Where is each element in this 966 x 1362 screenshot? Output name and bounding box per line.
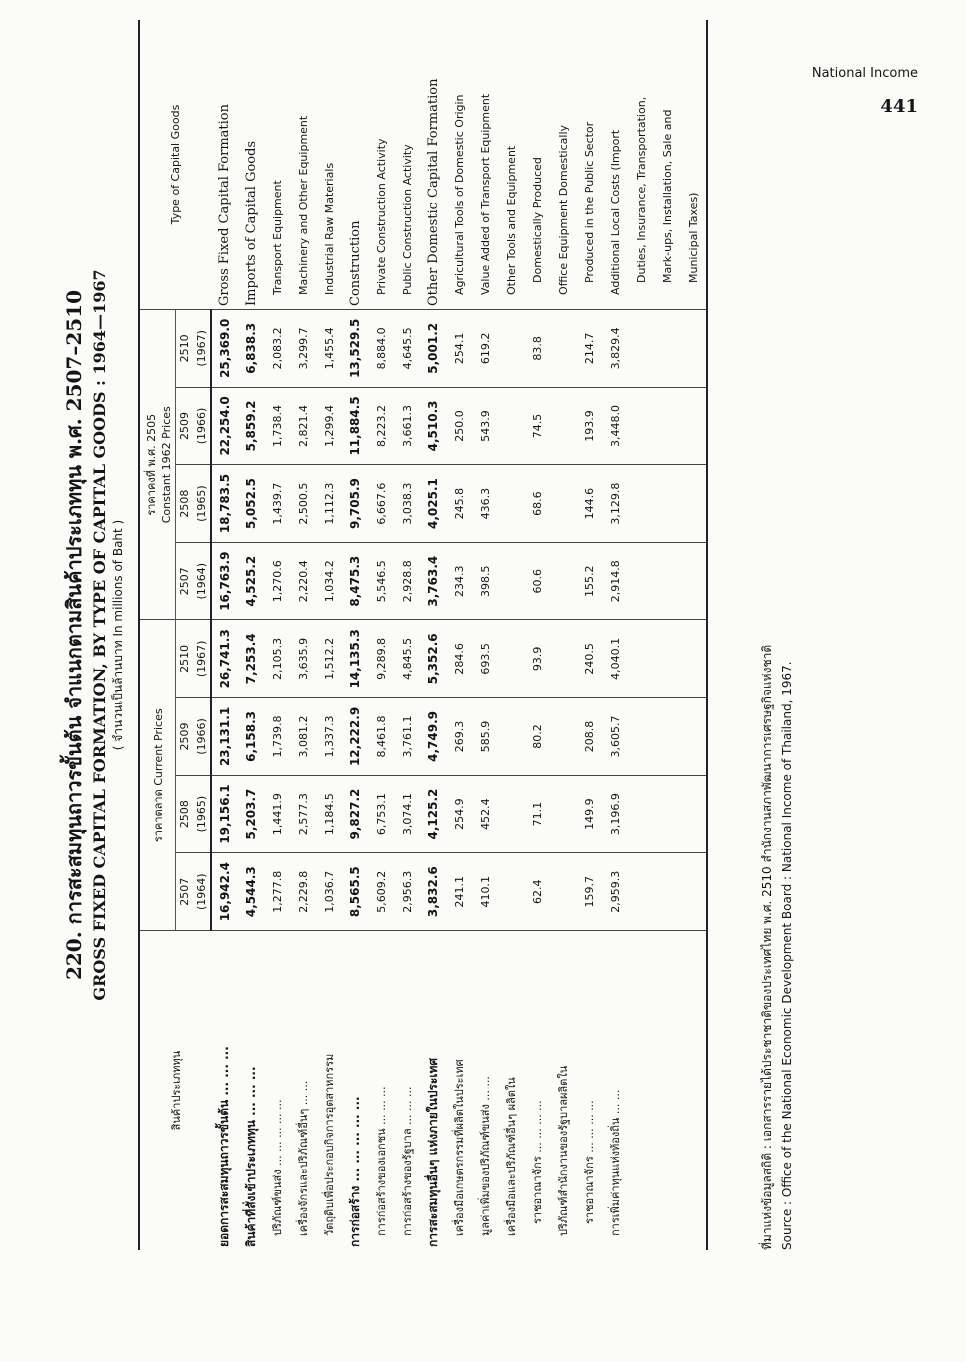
year-ce: (1967) xyxy=(193,620,211,698)
constant-price-cell: 398.5 xyxy=(472,542,498,620)
row-label-english: Industrial Raw Materials xyxy=(316,20,342,310)
current-price-cell: 2,959.3 xyxy=(602,853,628,931)
constant-price-cell: 60.6 xyxy=(524,542,550,620)
year-ce: (1964) xyxy=(193,853,211,931)
constant-price-cell: 3,129.8 xyxy=(602,465,628,543)
current-price-cell: 6,158.3 xyxy=(238,698,264,776)
row-label-thai: การเพิ่มค่าทุนแห่งท้องถิ่น ... ... xyxy=(609,1089,622,1236)
table-row xyxy=(524,20,550,1250)
year-be: 2510 xyxy=(176,310,194,388)
current-price-cell: 93.9 xyxy=(524,620,550,698)
col-header-english: Type of Capital Goods xyxy=(139,20,211,310)
current-price-cell: 5,352.6 xyxy=(420,620,446,698)
constant-price-cell: 4,510.3 xyxy=(420,387,446,465)
constant-price-cell xyxy=(628,542,654,620)
constant-price-cell xyxy=(498,542,524,620)
year-ce: (1966) xyxy=(193,387,211,465)
current-price-cell xyxy=(498,698,524,776)
year-ce: (1964) xyxy=(193,542,211,620)
row-label-english: Private Construction Activity xyxy=(368,20,394,310)
current-prices-header: ราคาตลาด Current Prices xyxy=(139,620,176,931)
constant-price-cell: 254.1 xyxy=(446,310,472,388)
title-thai: 220. การสะสมทุนถาวรขั้นต้น จำแนกตามสินค้าประเภททุน พ.ศ. 2507–2510 xyxy=(62,289,86,981)
current-price-cell: 5,203.7 xyxy=(238,775,264,853)
current-price-cell: 254.9 xyxy=(446,775,472,853)
current-price-cell: 26,741.3 xyxy=(211,620,238,698)
current-price-cell xyxy=(550,775,576,853)
year-ce: (1967) xyxy=(193,310,211,388)
constant-price-cell xyxy=(628,387,654,465)
current-price-cell: 269.3 xyxy=(446,698,472,776)
constant-price-cell xyxy=(550,387,576,465)
table-row xyxy=(211,20,238,1250)
constant-price-cell: 4,525.2 xyxy=(238,542,264,620)
current-price-cell: 284.6 xyxy=(446,620,472,698)
table-row xyxy=(394,20,420,1250)
constant-price-cell: 245.8 xyxy=(446,465,472,543)
current-price-cell: 3,761.1 xyxy=(394,698,420,776)
current-price-cell: 7,253.4 xyxy=(238,620,264,698)
current-price-cell: 62.4 xyxy=(524,853,550,931)
current-price-cell: 2,956.3 xyxy=(394,853,420,931)
constant-price-cell: 1,738.4 xyxy=(264,387,290,465)
constant-price-cell xyxy=(654,310,680,388)
constant-price-cell: 2,220.4 xyxy=(290,542,316,620)
table-row xyxy=(342,20,368,1250)
row-label-thai: เครื่องจักรและปริภัณฑ์อื่นๆ ... ... xyxy=(297,1080,310,1236)
current-price-cell: 3,832.6 xyxy=(420,853,446,931)
constant-price-cell: 5,546.5 xyxy=(368,542,394,620)
constant-price-cell: 16,763.9 xyxy=(211,542,238,620)
row-label-english: Office Equipment Domestically xyxy=(550,20,576,310)
row-label-english: Produced in the Public Sector xyxy=(576,20,602,310)
constant-price-cell: 2,914.8 xyxy=(602,542,628,620)
current-price-cell xyxy=(654,698,680,776)
current-price-cell xyxy=(498,775,524,853)
constant-price-cell: 543.9 xyxy=(472,387,498,465)
current-price-cell: 2,577.3 xyxy=(290,775,316,853)
constant-price-cell: 25,369.0 xyxy=(211,310,238,388)
current-price-cell: 1,739.8 xyxy=(264,698,290,776)
current-price-cell: 1,184.5 xyxy=(316,775,342,853)
year-ce: (1965) xyxy=(193,465,211,543)
table-row xyxy=(238,20,264,1250)
table-row xyxy=(550,20,576,1250)
current-price-cell: 5,609.2 xyxy=(368,853,394,931)
constant-price-cell: 1,299.4 xyxy=(316,387,342,465)
constant-price-cell xyxy=(654,387,680,465)
current-price-cell xyxy=(550,853,576,931)
constant-price-cell xyxy=(680,310,707,388)
table-row xyxy=(368,20,394,1250)
row-label-thai: การก่อสร้างของเอกชน ... ... ... xyxy=(375,1086,388,1236)
year-ce: (1966) xyxy=(193,698,211,776)
constant-price-cell: 68.6 xyxy=(524,465,550,543)
table-row xyxy=(446,20,472,1250)
current-price-cell: 1,512.2 xyxy=(316,620,342,698)
row-label-english: Transport Equipment xyxy=(264,20,290,310)
constant-price-cell xyxy=(628,310,654,388)
constant-price-cell: 2,821.4 xyxy=(290,387,316,465)
table-row xyxy=(420,20,446,1250)
constant-price-cell xyxy=(550,542,576,620)
constant-price-cell: 3,829.4 xyxy=(602,310,628,388)
table-row xyxy=(316,20,342,1250)
current-price-cell: 410.1 xyxy=(472,853,498,931)
current-price-cell xyxy=(628,775,654,853)
current-price-cell xyxy=(654,775,680,853)
current-price-cell xyxy=(550,698,576,776)
row-label-thai: สินค้าที่สั่งเข้าประเภททุน ... ... ... xyxy=(243,1066,258,1247)
table-row xyxy=(628,20,654,1250)
constant-price-cell: 6,838.3 xyxy=(238,310,264,388)
current-price-cell: 1,277.8 xyxy=(264,853,290,931)
row-label-english: Imports of Capital Goods xyxy=(238,20,264,310)
row-label-english: Municipal Taxes) xyxy=(680,20,707,310)
constant-price-cell xyxy=(550,465,576,543)
constant-prices-header: ราคาคงที่ พ.ศ. 2505 Constant 1962 Prices xyxy=(139,310,176,621)
col-header-thai: สินค้าประเภททุน xyxy=(139,931,211,1251)
row-label-thai: ปริภัณฑ์สำนักงานของรัฐบาลผลิตใน xyxy=(557,1065,570,1236)
table-row xyxy=(472,20,498,1250)
constant-price-cell: 8,884.0 xyxy=(368,310,394,388)
current-price-cell: 9,827.2 xyxy=(342,775,368,853)
current-price-cell xyxy=(680,620,707,698)
constant-price-cell: 1,270.6 xyxy=(264,542,290,620)
row-label-thai xyxy=(654,931,680,1251)
constant-price-cell: 1,112.3 xyxy=(316,465,342,543)
constant-price-cell xyxy=(654,542,680,620)
row-label-english: Gross Fixed Capital Formation xyxy=(211,20,238,310)
current-price-cell: 2,105.3 xyxy=(264,620,290,698)
row-label-english: Additional Local Costs (Import xyxy=(602,20,628,310)
constant-price-cell xyxy=(680,387,707,465)
constant-price-cell: 1,439.7 xyxy=(264,465,290,543)
row-label-thai xyxy=(680,931,707,1251)
row-label-thai: การก่อสร้างของรัฐบาล ... ... ... xyxy=(401,1086,414,1236)
row-label-thai: ราชอาณาจักร ... ... ... ... xyxy=(583,1100,596,1224)
constant-price-cell xyxy=(498,387,524,465)
constant-price-cell: 1,034.2 xyxy=(316,542,342,620)
constant-price-cell: 193.9 xyxy=(576,387,602,465)
current-price-cell: 16,942.4 xyxy=(211,853,238,931)
capital-formation-table xyxy=(138,20,708,1250)
current-price-cell: 585.9 xyxy=(472,698,498,776)
row-label-english: Domestically Produced xyxy=(524,20,550,310)
constant-price-cell xyxy=(680,542,707,620)
constant-price-cell: 3,448.0 xyxy=(602,387,628,465)
year-be: 2509 xyxy=(176,387,194,465)
constant-price-cell: 2,500.5 xyxy=(290,465,316,543)
constant-price-cell xyxy=(498,465,524,543)
current-price-cell: 3,081.2 xyxy=(290,698,316,776)
row-label-english: Value Added of Transport Equipment xyxy=(472,20,498,310)
row-label-english: Duties, Insurance, Transportation, xyxy=(628,20,654,310)
current-price-cell: 3,074.1 xyxy=(394,775,420,853)
constant-price-cell: 250.0 xyxy=(446,387,472,465)
constant-price-cell: 3,038.3 xyxy=(394,465,420,543)
source-thai: ที่มาแห่งข้อมูลสถิติ : เอกสารรายได้ประชาชาติของประเทศไทย พ.ศ. 2510 สำนักงานสภาพัฒนาการเศรษฐกิจแห่งชาติ xyxy=(760,644,774,1250)
row-label-english: Agricultural Tools of Domestic Origin xyxy=(446,20,472,310)
current-price-cell: 19,156.1 xyxy=(211,775,238,853)
row-label-thai: การก่อสร้าง ... ... ... ... ... xyxy=(347,1096,362,1247)
constant-price-cell xyxy=(498,310,524,388)
constant-price-cell: 6,667.6 xyxy=(368,465,394,543)
title-english: GROSS FIXED CAPITAL FORMATION, BY TYPE OF CAPITAL GOODS : 1964—1967 xyxy=(90,269,109,1001)
current-price-cell: 71.1 xyxy=(524,775,550,853)
table-row xyxy=(498,20,524,1250)
current-price-cell xyxy=(498,853,524,931)
current-price-cell: 8,565.5 xyxy=(342,853,368,931)
constant-price-cell: 1,455.4 xyxy=(316,310,342,388)
row-label-english: Machinery and Other Equipment xyxy=(290,20,316,310)
current-price-cell xyxy=(680,853,707,931)
year-be: 2507 xyxy=(176,853,194,931)
constant-price-cell xyxy=(550,310,576,388)
current-price-cell: 149.9 xyxy=(576,775,602,853)
row-label-thai: มูลค่าเพิ่มของปริภัณฑ์ขนส่ง ... ... xyxy=(479,1076,492,1236)
row-label-thai: การสะสมทุนอื่นๆ แห่งภายในประเทศ xyxy=(425,1058,440,1247)
current-price-cell: 1,441.9 xyxy=(264,775,290,853)
current-price-cell: 452.4 xyxy=(472,775,498,853)
row-label-thai: เครื่องมือและปริภัณฑ์อื่นๆ ผลิตใน xyxy=(505,1077,518,1236)
constant-price-cell: 155.2 xyxy=(576,542,602,620)
year-be: 2507 xyxy=(176,542,194,620)
current-price-cell xyxy=(550,620,576,698)
constant-price-cell: 3,299.7 xyxy=(290,310,316,388)
current-price-cell: 241.1 xyxy=(446,853,472,931)
constant-price-cell: 11,884.5 xyxy=(342,387,368,465)
section-title: National Income xyxy=(811,66,918,81)
constant-price-cell: 3,763.4 xyxy=(420,542,446,620)
current-price-cell: 80.2 xyxy=(524,698,550,776)
year-be: 2508 xyxy=(176,465,194,543)
current-price-cell: 4,125.2 xyxy=(420,775,446,853)
table-row xyxy=(576,20,602,1250)
current-price-cell: 3,605.7 xyxy=(602,698,628,776)
current-price-cell: 4,544.3 xyxy=(238,853,264,931)
current-price-cell: 4,845.5 xyxy=(394,620,420,698)
current-price-cell xyxy=(654,853,680,931)
current-price-cell: 2,229.8 xyxy=(290,853,316,931)
current-price-cell: 240.5 xyxy=(576,620,602,698)
constant-price-cell: 144.6 xyxy=(576,465,602,543)
constant-price-cell: 5,001.2 xyxy=(420,310,446,388)
current-price-cell: 208.8 xyxy=(576,698,602,776)
table-row xyxy=(602,20,628,1250)
table-row xyxy=(264,20,290,1250)
constant-price-cell: 8,223.2 xyxy=(368,387,394,465)
row-label-thai: ยอดการสะสมทุนถาวรขั้นต้น ... ... ... xyxy=(217,1046,231,1247)
current-price-cell: 4,749.9 xyxy=(420,698,446,776)
constant-price-cell: 8,475.3 xyxy=(342,542,368,620)
row-label-english: Mark-ups, Installation, Sale and xyxy=(654,20,680,310)
constant-price-cell: 18,783.5 xyxy=(211,465,238,543)
row-label-thai: วัตถุดิบเพื่อประกอบกิจการอุตสาหกรรม xyxy=(323,1053,336,1236)
current-price-cell: 12,222.9 xyxy=(342,698,368,776)
source-english: Source : Office of the National Economic Development Board : National Income of Thailand, 1967. xyxy=(780,661,794,1250)
current-price-cell xyxy=(680,775,707,853)
current-price-cell: 9,289.8 xyxy=(368,620,394,698)
year-be: 2510 xyxy=(176,620,194,698)
current-price-cell: 8,461.8 xyxy=(368,698,394,776)
page-number: 441 xyxy=(880,96,918,117)
current-price-cell: 1,337.3 xyxy=(316,698,342,776)
row-label-english: Other Tools and Equipment xyxy=(498,20,524,310)
table-row xyxy=(680,20,707,1250)
constant-price-cell: 5,859.2 xyxy=(238,387,264,465)
constant-price-cell xyxy=(654,465,680,543)
row-label-english: Other Domestic Capital Formation xyxy=(420,20,446,310)
current-price-cell: 14,135.3 xyxy=(342,620,368,698)
current-price-cell: 4,040.1 xyxy=(602,620,628,698)
current-price-cell xyxy=(628,620,654,698)
current-price-cell: 693.5 xyxy=(472,620,498,698)
row-label-thai: ปริภัณฑ์ขนส่ง ... ... ... ... ... xyxy=(271,1099,284,1236)
current-price-cell: 6,753.1 xyxy=(368,775,394,853)
current-price-cell xyxy=(628,698,654,776)
constant-price-cell: 2,083.2 xyxy=(264,310,290,388)
unit-note: ( จำนวนเป็นล้านบาท In millions of Baht ) xyxy=(111,519,125,751)
year-ce: (1965) xyxy=(193,775,211,853)
constant-price-cell: 4,025.1 xyxy=(420,465,446,543)
current-price-cell: 23,131.1 xyxy=(211,698,238,776)
constant-price-cell: 74.5 xyxy=(524,387,550,465)
constant-price-cell: 2,928.8 xyxy=(394,542,420,620)
table-title-block xyxy=(58,20,128,1250)
table-row xyxy=(290,20,316,1250)
rotated-page-content xyxy=(58,20,918,1250)
current-price-cell xyxy=(680,698,707,776)
constant-price-cell: 234.3 xyxy=(446,542,472,620)
year-be: 2508 xyxy=(176,775,194,853)
row-label-thai: เครื่องมือเกษตรกรรมที่ผลิตในประเทศ xyxy=(453,1059,466,1236)
row-label-thai xyxy=(628,931,654,1251)
row-label-thai: ราชอาณาจักร ... ... ... ... xyxy=(531,1100,544,1224)
current-price-cell xyxy=(654,620,680,698)
constant-price-cell: 5,052.5 xyxy=(238,465,264,543)
current-price-cell: 3,196.9 xyxy=(602,775,628,853)
constant-price-cell xyxy=(628,465,654,543)
constant-price-cell: 214.7 xyxy=(576,310,602,388)
constant-price-cell xyxy=(680,465,707,543)
current-price-cell xyxy=(498,620,524,698)
row-label-english: Public Construction Activity xyxy=(394,20,420,310)
table-row xyxy=(654,20,680,1250)
year-be: 2509 xyxy=(176,698,194,776)
constant-price-cell: 22,254.0 xyxy=(211,387,238,465)
constant-price-cell: 9,705.9 xyxy=(342,465,368,543)
current-price-cell: 3,635.9 xyxy=(290,620,316,698)
current-price-cell xyxy=(628,853,654,931)
current-price-cell: 1,036.7 xyxy=(316,853,342,931)
row-label-english: Construction xyxy=(342,20,368,310)
constant-price-cell: 4,645.5 xyxy=(394,310,420,388)
constant-price-cell: 13,529.5 xyxy=(342,310,368,388)
constant-price-cell: 83.8 xyxy=(524,310,550,388)
constant-price-cell: 619.2 xyxy=(472,310,498,388)
current-price-cell: 159.7 xyxy=(576,853,602,931)
constant-price-cell: 436.3 xyxy=(472,465,498,543)
constant-price-cell: 3,661.3 xyxy=(394,387,420,465)
